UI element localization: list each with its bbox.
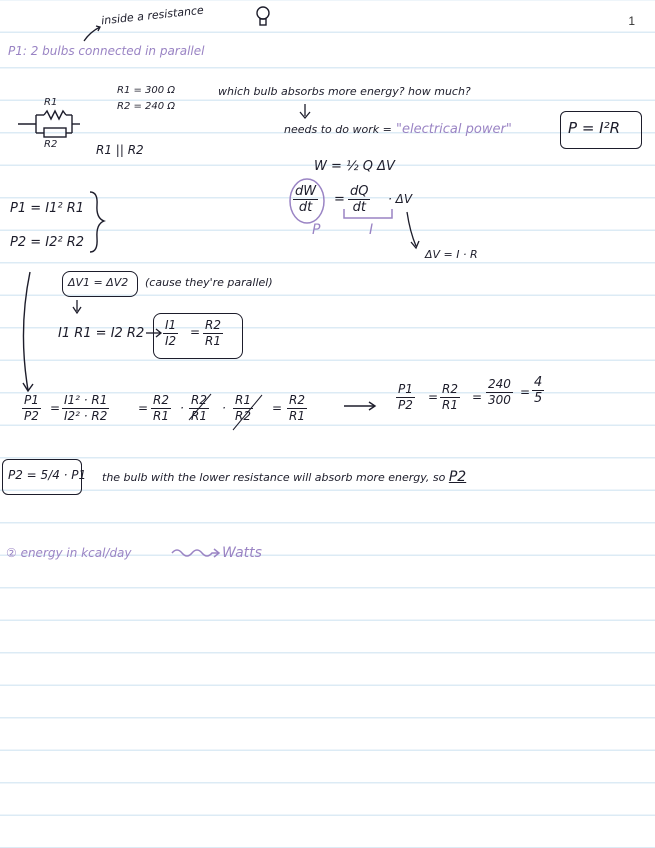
conclusion-answer: P2 (448, 469, 467, 485)
r-ratio-num: R2 (205, 318, 221, 332)
current-symbol: I (369, 222, 374, 238)
final-r-ratio (440, 382, 460, 413)
equals-sign-7: = (472, 390, 483, 404)
bulb-icon (257, 7, 269, 25)
r2-value: R2 = 240 Ω (117, 101, 175, 112)
i-ratio-den: I2 (165, 334, 177, 348)
parallel-notation: R1 || R2 (96, 143, 144, 157)
p-ratio-num: P1 (24, 393, 39, 407)
i-ratio-num: I1 (165, 318, 177, 332)
dot-1: · (180, 401, 184, 415)
final-v-num: 240 (488, 377, 511, 391)
work-label: needs to do work = (284, 123, 392, 136)
sub-ratio-a (189, 393, 209, 424)
full-ratio-num: I1² · R1 (64, 393, 108, 407)
p2-equation: P2 = I2² R2 (10, 235, 85, 250)
circuit-label-r1: R1 (44, 97, 58, 108)
result-num: R2 (289, 393, 305, 407)
sub-b-den: R2 (235, 409, 251, 423)
r1-value: R1 = 300 Ω (117, 85, 175, 96)
dq-dt-fraction (348, 184, 370, 215)
sub-ratio-b (233, 393, 253, 424)
ir-equation: I1 R1 = I2 R2 (58, 326, 145, 341)
r-ratio-2-num: R2 (153, 393, 169, 407)
equals-sign-6: = (428, 390, 439, 404)
dq: dQ (350, 184, 369, 199)
parallel-circuit (18, 111, 80, 137)
annotation-arrow (84, 27, 100, 41)
squiggle-arrow (172, 550, 218, 556)
equals-sign-3: = (50, 401, 61, 415)
work-equation: W = ½ Q ΔV (314, 159, 395, 174)
dw-dt-fraction (293, 184, 318, 215)
p-ratio-den: P2 (24, 409, 39, 423)
final-p-ratio (396, 382, 415, 413)
problem2-title: ② energy in kcal/day (6, 546, 132, 560)
final-p-num: P1 (398, 382, 413, 396)
equals-sign-4: = (138, 401, 149, 415)
power-formula: P = I²R (568, 119, 621, 137)
dt-2: dt (352, 200, 366, 215)
dot-2: · (222, 401, 226, 415)
r-ratio (203, 318, 223, 349)
ohm-law: ΔV = I · R (425, 248, 478, 261)
final-v-den: 300 (488, 393, 511, 407)
conclusion-formula: P2 = 5/4 · P1 (8, 468, 87, 482)
delta-v-factor: · ΔV (388, 192, 413, 206)
final-value-ratio (486, 377, 513, 408)
sub-b-num: R1 (235, 393, 251, 407)
work-quote: "electrical power" (396, 122, 512, 137)
final-p-den: P2 (398, 398, 413, 412)
problem-title-text: P1: 2 bulbs connected in parallel (8, 44, 205, 58)
question-text: which bulb absorbs more energy? how much? (218, 85, 471, 98)
final-r-num: R2 (442, 382, 458, 396)
p1-equation: P1 = I1² R1 (10, 201, 85, 216)
r-ratio-2 (151, 393, 171, 424)
equals-sign-1: = (334, 192, 345, 207)
circuit-label-r2: R2 (44, 139, 58, 150)
final-r-den: R1 (442, 398, 458, 412)
p-ratio (22, 393, 41, 424)
final-fraction (532, 375, 544, 406)
r-ratio-den: R1 (205, 334, 221, 348)
full-ratio-den: I2² · R2 (64, 409, 108, 423)
conclusion-sentence: the bulb with the lower resistance will absorb more energy, so (102, 471, 446, 484)
full-ratio (62, 393, 109, 424)
conclusion-text (102, 469, 466, 485)
sub-a-den: R1 (191, 409, 207, 423)
dw: dW (295, 184, 317, 199)
annotation-text: inside a resistance (100, 3, 205, 28)
problem2-watts: Watts (222, 545, 262, 561)
problem-title (8, 44, 204, 58)
final-f-den: 5 (534, 391, 543, 406)
equals-sign-5: = (272, 401, 283, 415)
equals-sign-8: = (520, 385, 531, 399)
result-ratio (287, 393, 307, 424)
sub-a-num: R2 (191, 393, 207, 407)
dt: dt (298, 200, 313, 215)
page-number: 1 (628, 14, 635, 28)
power-symbol: P (312, 222, 321, 238)
delta-v-equal: ΔV1 = ΔV2 (68, 276, 129, 289)
final-f-num: 4 (534, 375, 543, 390)
curly-brace (90, 192, 104, 252)
parallel-note: (cause they're parallel) (145, 276, 273, 289)
equals-sign-2: = (190, 325, 201, 339)
result-den: R1 (289, 409, 305, 423)
r-ratio-2-den: R1 (153, 409, 169, 423)
i-ratio (163, 318, 178, 349)
